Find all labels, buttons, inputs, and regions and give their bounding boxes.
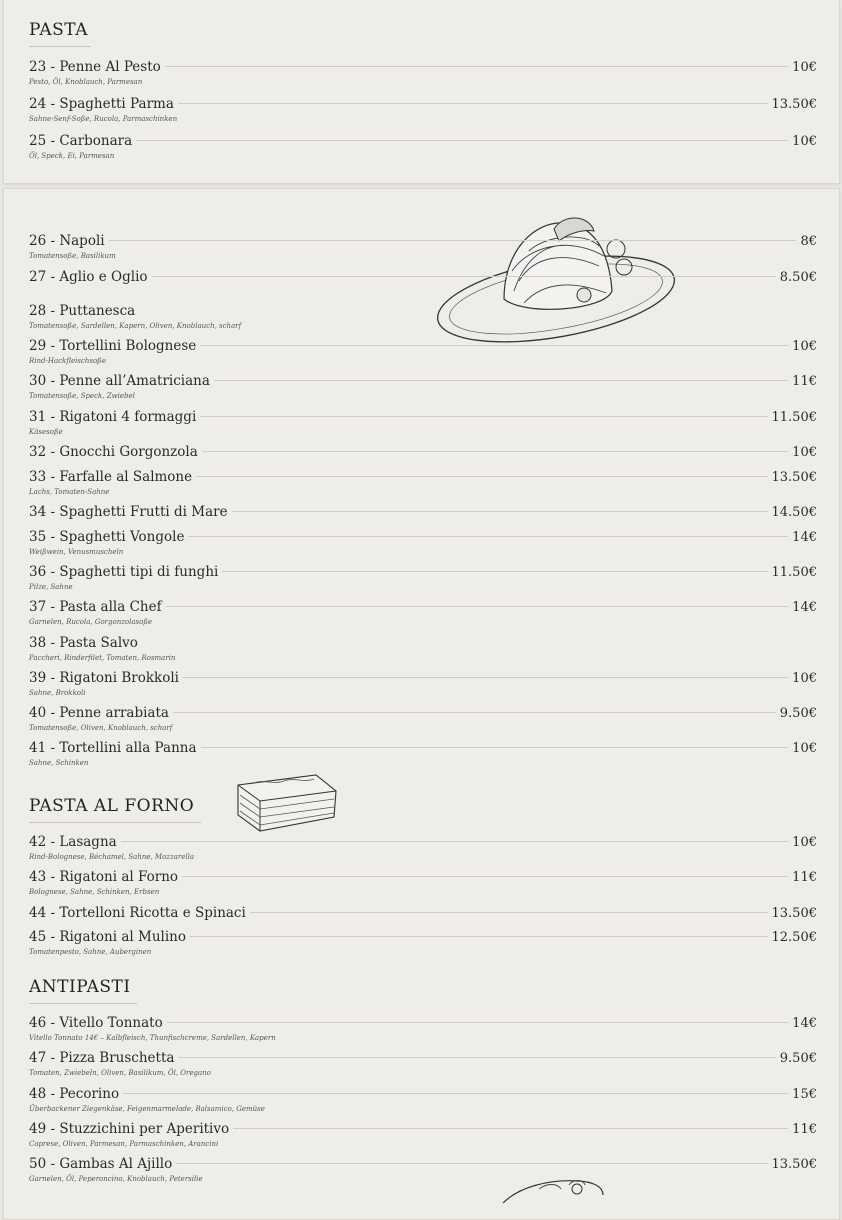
item-name: 32 - Gnocchi Gorgonzola bbox=[29, 444, 198, 460]
item-description: Rind-Hackfleischsoße bbox=[29, 357, 106, 365]
item-name: 29 - Tortellini Bolognese bbox=[29, 338, 197, 354]
menu-item bbox=[29, 905, 817, 924]
menu-item bbox=[29, 504, 817, 523]
menu-panel-pasta bbox=[3, 0, 840, 184]
item-description: Lachs, Tomaten-Sahne bbox=[29, 488, 110, 496]
dotted-leader bbox=[250, 912, 768, 913]
section-title-antipasti: ANTIPASTI bbox=[29, 977, 131, 997]
menu-item bbox=[29, 670, 817, 697]
item-price: 10€ bbox=[792, 339, 817, 354]
section-title-pasta-al-forno: PASTA AL FORNO bbox=[29, 796, 195, 816]
item-name: 28 - Puttanesca bbox=[29, 303, 136, 319]
dotted-leader bbox=[232, 511, 768, 512]
menu-item bbox=[29, 303, 817, 330]
section-title-underline bbox=[29, 822, 201, 823]
menu-item bbox=[29, 444, 817, 463]
item-price: 14.50€ bbox=[771, 505, 817, 520]
menu-item bbox=[29, 1121, 817, 1148]
menu-item bbox=[29, 635, 817, 662]
dotted-leader bbox=[196, 476, 767, 477]
item-price: 9.50€ bbox=[779, 1051, 817, 1066]
menu-item bbox=[29, 929, 817, 956]
menu-item bbox=[29, 599, 817, 626]
menu-item bbox=[29, 233, 817, 260]
item-name: 24 - Spaghetti Parma bbox=[29, 96, 174, 112]
item-description: Paccheri, Rinderfilet, Tomaten, Rosmarin bbox=[29, 654, 176, 662]
dotted-leader bbox=[222, 571, 767, 572]
item-description: Pesto, Öl, Knoblauch, Parmesan bbox=[29, 78, 143, 86]
dotted-leader bbox=[166, 606, 789, 607]
item-price: 10€ bbox=[792, 741, 817, 756]
item-name: 40 - Penne arrabiata bbox=[29, 705, 169, 721]
item-description: Sahne, Brokkoli bbox=[29, 689, 86, 697]
item-name: 45 - Rigatoni al Mulino bbox=[29, 929, 186, 945]
dotted-leader bbox=[173, 712, 776, 713]
item-name: 26 - Napoli bbox=[29, 233, 105, 249]
menu-item bbox=[29, 96, 817, 123]
menu-item bbox=[29, 869, 817, 896]
dotted-leader bbox=[233, 1128, 788, 1129]
menu-item bbox=[29, 529, 817, 556]
item-price: 10€ bbox=[792, 134, 817, 149]
menu-item bbox=[29, 338, 817, 365]
item-description: Käsesoße bbox=[29, 428, 63, 436]
item-price: 10€ bbox=[792, 671, 817, 686]
item-name: 43 - Rigatoni al Forno bbox=[29, 869, 179, 885]
dotted-leader bbox=[201, 747, 789, 748]
item-name: 44 - Tortelloni Ricotta e Spinaci bbox=[29, 905, 246, 921]
menu-item bbox=[29, 269, 817, 288]
dotted-leader bbox=[136, 140, 788, 141]
section-title-pasta: PASTA bbox=[29, 20, 88, 40]
item-price: 12.50€ bbox=[771, 930, 817, 945]
menu-item bbox=[29, 373, 817, 400]
menu-item bbox=[29, 1086, 817, 1113]
item-price: 11€ bbox=[792, 1122, 817, 1137]
dotted-leader bbox=[200, 345, 788, 346]
menu-item bbox=[29, 59, 817, 86]
dotted-leader bbox=[152, 276, 776, 277]
menu-item bbox=[29, 133, 817, 160]
item-price: 14€ bbox=[792, 1016, 817, 1031]
item-name: 48 - Pecorino bbox=[29, 1086, 120, 1102]
dotted-leader bbox=[109, 240, 797, 241]
dotted-leader bbox=[165, 66, 788, 67]
item-price: 14€ bbox=[792, 530, 817, 545]
menu-item bbox=[29, 834, 817, 861]
item-price: 13.50€ bbox=[771, 97, 817, 112]
menu-item bbox=[29, 1050, 817, 1077]
item-description: Öl, Speck, Ei, Parmesan bbox=[29, 152, 115, 160]
item-name: 47 - Pizza Bruschetta bbox=[29, 1050, 175, 1066]
item-name: 33 - Farfalle al Salmone bbox=[29, 469, 193, 485]
menu-item bbox=[29, 469, 817, 496]
item-description: Garnelen, Rucola, Gorgonzolasoße bbox=[29, 618, 153, 626]
item-price: 10€ bbox=[792, 445, 817, 460]
item-description: Tomaten, Zwiebeln, Oliven, Basilikum, Öl, Oregano bbox=[29, 1069, 211, 1077]
item-price: 13.50€ bbox=[771, 1157, 817, 1172]
item-name: 39 - Rigatoni Brokkoli bbox=[29, 670, 179, 686]
dotted-leader bbox=[190, 936, 768, 937]
item-description: Tomatensoße, Basilikum bbox=[29, 252, 116, 260]
dotted-leader bbox=[182, 876, 788, 877]
item-description: Rind-Bolognese, Béchamel, Sahne, Mozzarella bbox=[29, 853, 194, 861]
dish-illustration bbox=[499, 1175, 609, 1205]
item-name: 41 - Tortellini alla Panna bbox=[29, 740, 197, 756]
section-title-underline bbox=[29, 46, 91, 47]
item-name: 38 - Pasta Salvo bbox=[29, 635, 138, 651]
item-description: Bolognese, Sahne, Schinken, Erbsen bbox=[29, 888, 160, 896]
item-name: 36 - Spaghetti tipi di funghi bbox=[29, 564, 219, 580]
dotted-leader bbox=[121, 841, 788, 842]
item-price: 11.50€ bbox=[771, 565, 817, 580]
item-price: 11€ bbox=[792, 870, 817, 885]
item-name: 50 - Gambas Al Ajillo bbox=[29, 1156, 173, 1172]
item-description: Tomatensoße, Oliven, Knoblauch, scharf bbox=[29, 724, 173, 732]
item-name: 46 - Vitello Tonnato bbox=[29, 1015, 163, 1031]
menu-item bbox=[29, 705, 817, 732]
item-description: Garnelen, Öl, Peperoncino, Knoblauch, Petersilie bbox=[29, 1175, 203, 1183]
dotted-leader bbox=[188, 536, 788, 537]
dotted-leader bbox=[214, 380, 788, 381]
menu-item bbox=[29, 1156, 817, 1183]
item-name: 49 - Stuzzichini per Aperitivo bbox=[29, 1121, 230, 1137]
item-price: 14€ bbox=[792, 600, 817, 615]
item-price: 10€ bbox=[792, 835, 817, 850]
item-price: 8€ bbox=[800, 234, 817, 249]
item-name: 35 - Spaghetti Vongole bbox=[29, 529, 185, 545]
item-name: 27 - Aglio e Oglio bbox=[29, 269, 148, 285]
item-description: Überbackener Ziegenkäse, Feigenmarmelade, Balsamico, Gemüse bbox=[29, 1105, 265, 1113]
dotted-leader bbox=[183, 677, 788, 678]
item-name: 34 - Spaghetti Frutti di Mare bbox=[29, 504, 228, 520]
item-description: Sahne, Schinken bbox=[29, 759, 89, 767]
item-name: 25 - Carbonara bbox=[29, 133, 133, 149]
menu-panel-main bbox=[3, 188, 840, 1220]
item-description: Pilze, Sahne bbox=[29, 583, 73, 591]
section-title-underline bbox=[29, 1003, 137, 1004]
item-price: 15€ bbox=[792, 1087, 817, 1102]
item-description: Tomatensoße, Speck, Zwiebel bbox=[29, 392, 135, 400]
lasagna-illustration bbox=[234, 771, 340, 839]
item-name: 23 - Penne Al Pesto bbox=[29, 59, 161, 75]
item-price: 11€ bbox=[792, 374, 817, 389]
item-description: Tomatenpesto, Sahne, Auberginen bbox=[29, 948, 152, 956]
menu-item bbox=[29, 740, 817, 767]
menu-item bbox=[29, 409, 817, 436]
menu-item bbox=[29, 564, 817, 591]
item-name: 30 - Penne all’Amatriciana bbox=[29, 373, 210, 389]
item-price: 9.50€ bbox=[779, 706, 817, 721]
item-name: 31 - Rigatoni 4 formaggi bbox=[29, 409, 197, 425]
item-price: 8.50€ bbox=[779, 270, 817, 285]
item-price: 13.50€ bbox=[771, 470, 817, 485]
item-price: 10€ bbox=[792, 60, 817, 75]
item-description: Vitello Tonnato 14€ – Kalbfleisch, Thunfischcreme, Sardellen, Kapern bbox=[29, 1034, 276, 1042]
item-name: 42 - Lasagna bbox=[29, 834, 117, 850]
dotted-leader bbox=[178, 1057, 775, 1058]
dotted-leader bbox=[202, 451, 788, 452]
dotted-leader bbox=[176, 1163, 767, 1164]
item-description: Caprese, Oliven, Parmesan, Parmaschinken, Arancini bbox=[29, 1140, 219, 1148]
dotted-leader bbox=[200, 416, 767, 417]
item-name: 37 - Pasta alla Chef bbox=[29, 599, 162, 615]
item-description: Weißwein, Venusmuscheln bbox=[29, 548, 124, 556]
dotted-leader bbox=[167, 1022, 788, 1023]
item-price: 13.50€ bbox=[771, 906, 817, 921]
menu-item bbox=[29, 1015, 817, 1042]
item-description: Tomatensoße, Sardellen, Kapern, Oliven, Knoblauch, scharf bbox=[29, 322, 242, 330]
dotted-leader bbox=[178, 103, 768, 104]
item-description: Sahne-Senf-Soße, Rucola, Parmaschinken bbox=[29, 115, 178, 123]
dotted-leader bbox=[123, 1093, 788, 1094]
item-price: 11.50€ bbox=[771, 410, 817, 425]
